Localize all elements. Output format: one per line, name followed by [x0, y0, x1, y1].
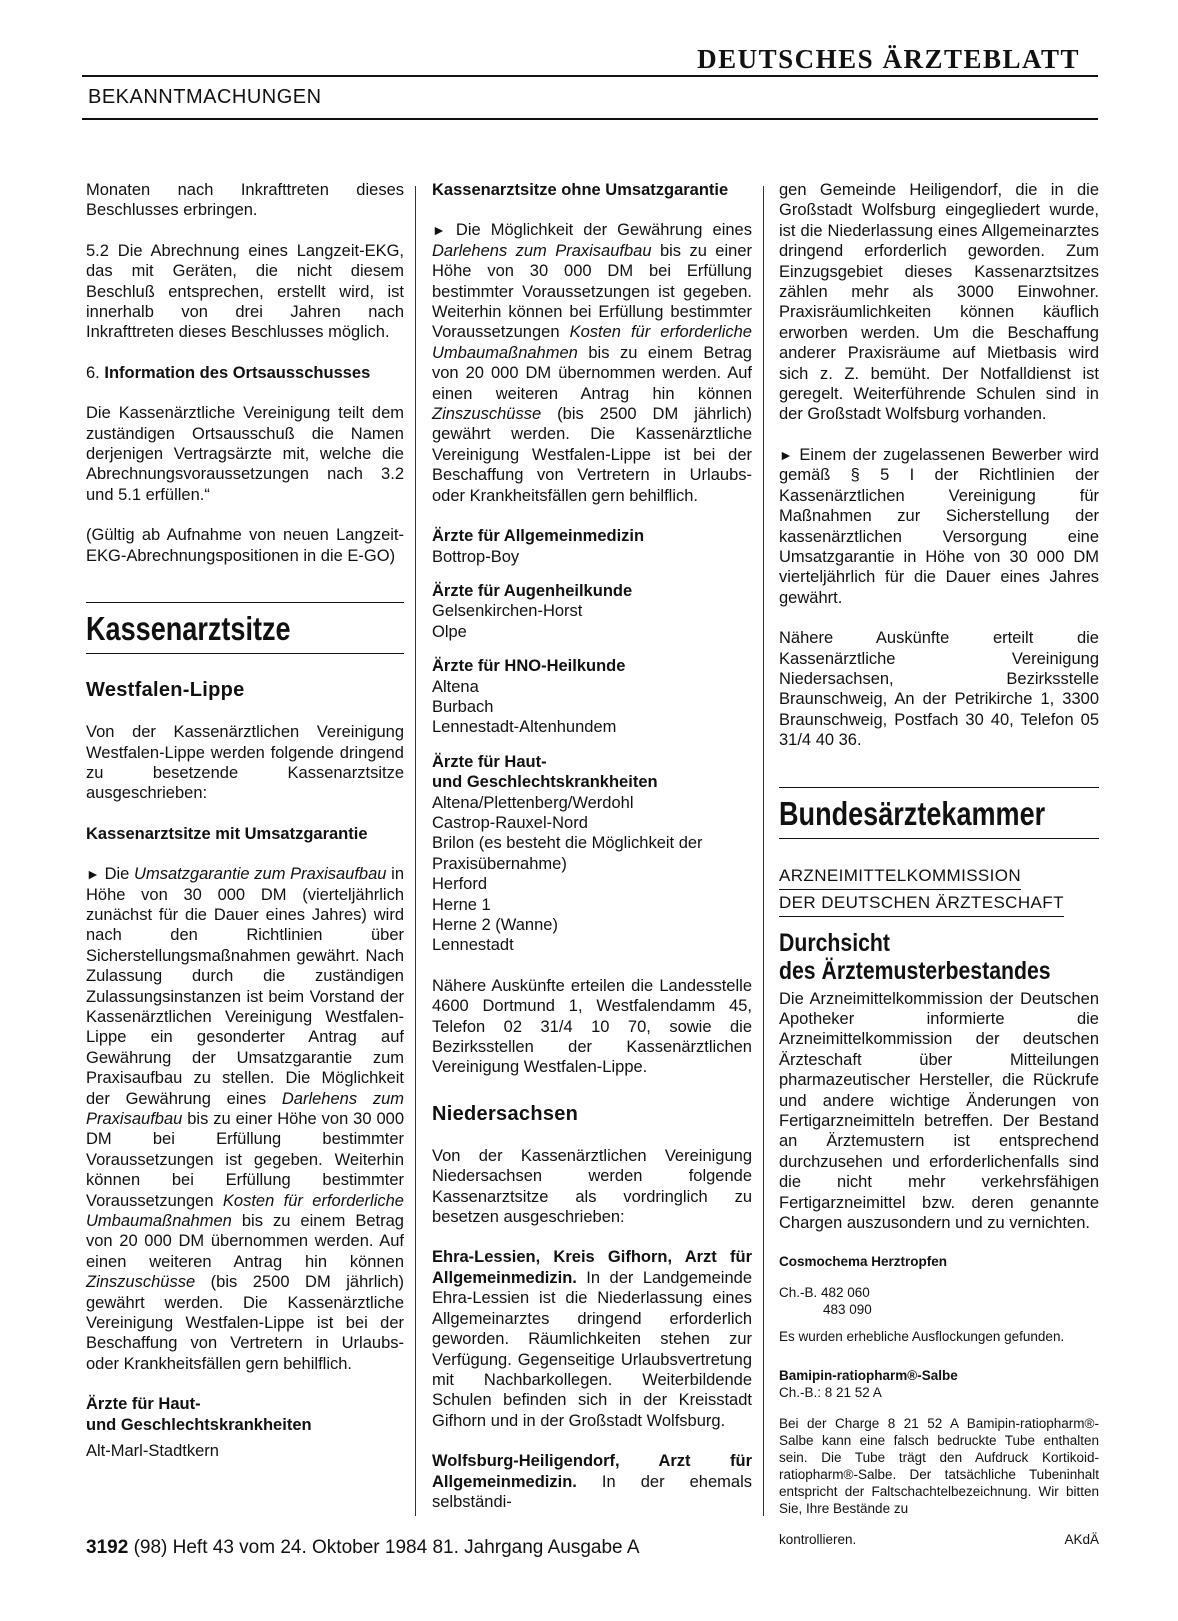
specialty-heading: Ärzte für Haut- und Geschlechtskrankheiten	[86, 1395, 312, 1434]
specialty-heading: Ärzte für Allgemeinmedizin	[432, 527, 645, 546]
triangle-bullet-icon: ►	[779, 446, 793, 463]
location-item: Castrop-Rauxel-Nord	[432, 813, 588, 832]
title-rule	[779, 838, 1099, 839]
page-footer	[86, 1537, 640, 1559]
paragraph: ► Die Umsatzgarantie zum Praxisaufbau in Höhe von 30 000 DM (vierteljährlich zunächst für die Dauer eines Jahres) wird nach den Richtlinien über Sicherstellungsmaßnahmen gewährt. Nach Zulassung durch die zuständigen Zulassungsinstanzen ist beim Vorstand der Kassenärztlichen Vereinigung Westfalen-Lippe ein gesonderter Antrag auf Gewährung der Umsatzgarantie zum Praxisaufbau zu stellen. Die Möglichkeit der Gewährung eines Darlehens zum Praxisaufbau bis zu einer Höhe von 30 000 DM bei Erfüllung bestimmter Voraussetzungen ist gegeben. Weiterhin können bei Erfüllung bestimmter Voraussetzungen Kosten für erforderliche Umbaumaßnahmen bis zu einem Betrag von 20 000 DM übernommen werden. Auf einen weiteren Antrag hin können Zinszuschüsse (bis 2500 DM jährlich) gewährt werden. Die Kassenärztliche Vereinigung Westfalen-Lippe ist bei der Beschaffung von Vertretern in Urlaubs- oder Krankheitsfällen gern behilflich.	[86, 865, 405, 1373]
product-heading: Bamipin-ratiopharm®-Salbe	[779, 1368, 958, 1384]
location-item: Lennestadt	[432, 936, 514, 955]
location-item: Gelsenkirchen-Horst	[432, 602, 583, 621]
specialty-heading: Ärzte für Augenheilkunde	[432, 581, 633, 600]
triangle-bullet-icon: ►	[432, 222, 446, 239]
article-title: Durchsicht des Ärztemusterbestandes	[779, 928, 1051, 985]
batch-number: Ch.-B.: 8 21 52 A	[779, 1385, 882, 1401]
location-item: Herford	[432, 875, 488, 894]
location-item: Brilon (es besteht die Möglichkeit der Praxisübernahme)	[432, 834, 703, 873]
title-rule	[779, 787, 1099, 788]
page-number: 3192	[86, 1537, 129, 1558]
masthead: DEUTSCHES ÄRZTEBLATT	[697, 44, 1080, 74]
organization-title: Bundesärztekammer	[779, 794, 1046, 832]
location-item: Altena/Plettenberg/Werdohl	[432, 793, 634, 812]
location-item: Lennestadt-Altenhundem	[432, 718, 617, 737]
paragraph: Von der Kassenärztlichen Vereinigung Westfalen-Lippe werden folgende dringend zu besetzende Kassenarztsitze ausgeschrieben:	[86, 723, 404, 803]
paragraph: 5.2 Die Abrechnung eines Langzeit-EKG, das mit Geräten, die nicht diesem Beschluß entsprechen, erstellt wird, ist innerhalb von drei Jahren nach Inkrafttreten dieses Beschlusses möglich.	[86, 241, 404, 342]
paragraph: Ehra-Lessien, Kreis Gifhorn, Arzt für Allgemeinmedizin. In der Landgemeinde Ehra-Lessien ist die Niederlassung eines Allgemeinarztes dringend erforderlich geworden. Räumlichkeiten stehen zur Verfügung. Gegenseitige Urlaubsvertretung mit Nachbarkollegen. Weiterbildende Schulen befinden sich in der Kreisstadt Gifhorn und in der Großstadt Wolfsburg.	[432, 1248, 752, 1430]
subsection-heading: Kassenarztsitze ohne Umsatzgarantie	[432, 181, 729, 199]
product-block	[779, 1367, 1099, 1401]
paragraph: Nähere Auskünfte erteilt die Kassenärztliche Vereinigung Niedersachsen, Bezirksstelle Braunschweig, An der Petrikirche 1, 3300 Braunschweig, Postfach 30 40, Telefon 05 31/4 40 36.	[779, 629, 1099, 750]
location-item: Altena	[432, 677, 479, 696]
subsection-heading: Kassenarztsitze mit Umsatzgarantie	[86, 824, 368, 843]
column-3	[779, 180, 1099, 1548]
specialty-group	[432, 656, 752, 738]
paragraph: Die Arzneimittelkommission der Deutschen Apotheker informierte die Arzneimittelkommission der deutschen Ärzteschaft über Mitteilungen pharmazeutischer Hersteller, die Rückrufe und andere wichtige Änderungen von Fertigarzneimitteln betreffen. Der Bestand an Ärztemustern ist entsprechend durchzusehen und erforderlichenfalls sind die nicht mehr verkehrsfähigen Fertigarzneimittel bzw. deren genannte Chargen auszusondern und zu vernichten.	[779, 989, 1099, 1233]
signature: AKdÄ	[1064, 1532, 1099, 1548]
location-item: Herne 2 (Wanne)	[432, 916, 558, 934]
paragraph: gen Gemeinde Heiligendorf, die in die Großstadt Wolfsburg eingegliedert wurde, ist die Niederlassung eines Allgemeinarztes dringend erforderlich geworden. Zum Einzugsgebiet dieses Kassenarztsitzes zählen mehr als 3000 Einwohner. Praxisräumlichkeiten können käuflich erworben werden. Um die Beschaffung anderer Praxisräume auf Mietbasis wird sich z. Z. bemüht. Der Notfalldienst ist geregelt. Weiterführende Schulen sind in der Großstadt Wolfsburg vorhanden.	[779, 181, 1099, 424]
section-rule	[82, 118, 1098, 120]
location-item: Bottrop-Boy	[432, 547, 520, 566]
section-heading	[86, 363, 404, 383]
page-title: Kassenarztsitze	[86, 610, 291, 648]
column-divider	[763, 186, 764, 1516]
column-2	[432, 180, 752, 1532]
location-item: Alt-Marl-Stadtkern	[86, 1442, 219, 1461]
location-item: Burbach	[432, 697, 494, 716]
issue-info: (98) Heft 43 vom 24. Oktober 1984 81. Jahrgang Ausgabe A	[133, 1537, 640, 1558]
specialty-heading: Ärzte für Haut-	[432, 752, 547, 771]
heading-text: Information des Ortsausschusses	[104, 363, 371, 382]
paragraph: Monaten nach Inkrafttreten dieses Beschlusses erbringen.	[86, 181, 404, 220]
title-rule	[86, 602, 404, 603]
specialty-heading: und Geschlechtskrankheiten	[432, 773, 658, 792]
column-divider	[415, 186, 416, 1516]
masthead-rule	[82, 75, 1098, 77]
batch-numbers: Ch.-B. 482 060 483 090	[779, 1285, 872, 1318]
triangle-bullet-icon: ►	[86, 866, 100, 883]
product-heading: Cosmochema Herztropfen	[779, 1254, 948, 1270]
column-1	[86, 180, 404, 1462]
section-number: 6.	[86, 363, 100, 382]
region-heading: Niedersachsen	[432, 1102, 579, 1125]
recall-notices	[779, 1253, 1099, 1548]
specialty-group	[432, 752, 752, 956]
paragraph: Bei der Charge 8 21 52 A Bamipin-ratiopharm®-Salbe kann eine falsch bedruckte Tube enthalten sein. Die Tube trägt den Aufdruck Kortikoid-ratiopharm®-Salbe. Der tatsächliche Tubeninhalt entspricht der Faltschachtelbezeichnung. Wir bitten Sie, Ihre Bestände zu	[779, 1416, 1099, 1517]
specialty-heading: Ärzte für HNO-Heilkunde	[432, 657, 626, 676]
signature-row: kontrollieren. AKdÄ	[779, 1532, 1099, 1548]
paragraph: Nähere Auskünfte erteilen die Landesstelle 4600 Dortmund 1, Westfalendamm 45, Telefon 02 31/4 10 70, sowie die Bezirksstellen der Kassenärztlichen Vereinigung Westfalen-Lippe.	[432, 976, 752, 1077]
paragraph: Die Kassenärztliche Vereinigung teilt dem zuständigen Ortsausschuß die Namen derjenigen Vertragsärzte mit, welche die Abrechnungsvoraussetzungen nach 3.2 und 5.1 erfüllen.“	[86, 404, 404, 504]
location-item: Olpe	[432, 622, 467, 641]
specialty-group	[432, 526, 752, 567]
specialty-group	[432, 581, 752, 642]
paragraph: ► Einem der zugelassenen Bewerber wird gemäß § 5 I der Richtlinien der Kassenärztlichen Vereinigung für Maßnahmen zur Sicherstellung der kassenärztlichen Versorgung eine Umsatzgarantie in Höhe von 30 000 DM vierteljährlich für die Dauer eines Jahres gewährt.	[779, 445, 1099, 607]
location-item: Herne 1	[432, 895, 491, 914]
paragraph: Von der Kassenärztlichen Vereinigung Niedersachsen werden folgende Kassenarztsitze als vordringlich zu besetzen ausgeschrieben:	[432, 1146, 752, 1227]
paragraph: ► Die Möglichkeit der Gewährung eines Darlehens zum Praxisaufbau bis zu einer Höhe von 30 000 DM bei Erfüllung bestimmter Voraussetzungen ist gegeben. Weiterhin können bei Erfüllung bestimmter Voraussetzungen Kosten für erforderliche Umbaumaßnahmen bis zu einem Betrag von 20 000 DM übernommen werden. Auf einen weiteren Antrag hin können Zinszuschüsse (bis 2500 DM jährlich) gewährt werden. Die Kassenärztliche Vereinigung Westfalen-Lippe ist bei der Beschaffung von Vertretern in Urlaubs- oder Krankheitsfällen gern behilflich.	[432, 221, 752, 505]
commission-name: ARZNEIMITTELKOMMISSION DER DEUTSCHEN ÄRZTESCHAFT	[779, 863, 1099, 917]
paragraph: Wolfsburg-Heiligendorf, Arzt für Allgemeinmedizin. In der ehemals selbständi-	[432, 1452, 752, 1511]
region-heading: Westfalen-Lippe	[86, 679, 245, 702]
paragraph: Es wurden erhebliche Ausflockungen gefunden.	[779, 1329, 1065, 1345]
validity-note: (Gültig ab Aufnahme von neuen Langzeit-EKG-Abrechnungspositionen in die E-GO)	[86, 526, 404, 565]
title-rule	[86, 653, 404, 654]
section-label: BEKANNTMACHUNGEN	[88, 86, 322, 108]
